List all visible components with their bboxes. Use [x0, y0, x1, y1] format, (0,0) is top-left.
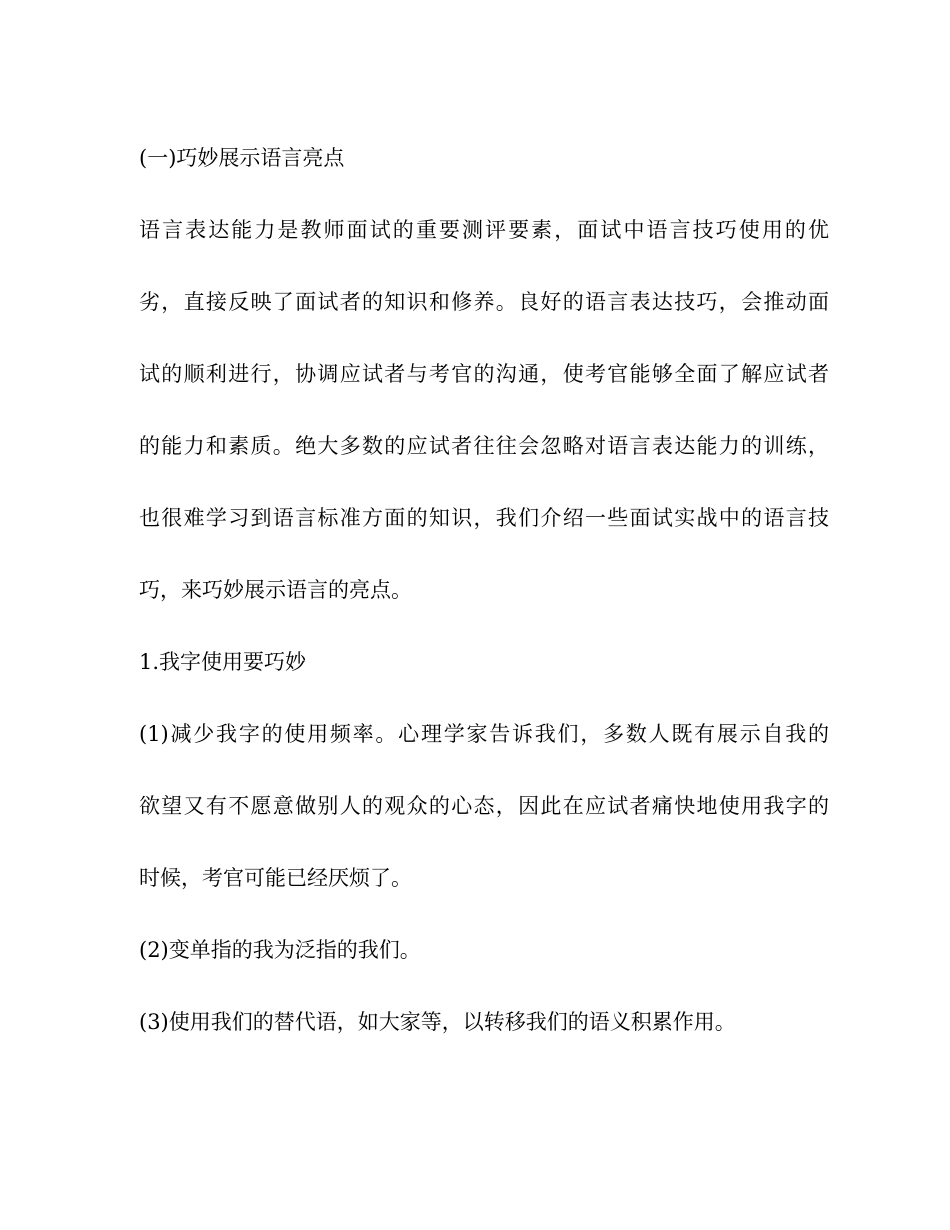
paragraph-line: 的能力和素质。绝大多数的应试者往往会忽略对语言表达能力的训练， [139, 434, 829, 458]
paragraph-line: 巧，来巧妙展示语言的亮点。 [139, 578, 412, 602]
paragraph-line: 劣，直接反映了面试者的知识和修养。良好的语言表达技巧，会推动面 [139, 290, 829, 314]
list-item-2: (2)变单指的我为泛指的我们。 [139, 938, 421, 962]
paragraph-line: 时候，考官可能已经厌烦了。 [139, 866, 412, 890]
list-item-3: (3)使用我们的替代语，如大家等，以转移我们的语义积累作用。 [139, 1010, 736, 1034]
paragraph-line: 欲望又有不愿意做别人的观众的心态，因此在应试者痛快地使用我字的 [139, 794, 829, 818]
paragraph-line: (1)减少我字的使用频率。心理学家告诉我们，多数人既有展示自我的 [139, 722, 829, 746]
paragraph-line: 语言表达能力是教师面试的重要测评要素，面试中语言技巧使用的优 [139, 218, 829, 242]
paragraph-line: 试的顺利进行，协调应试者与考官的沟通，使考官能够全面了解应试者 [139, 362, 829, 386]
paragraph-line: 也很难学习到语言标准方面的知识，我们介绍一些面试实战中的语言技 [139, 506, 829, 530]
section-heading: (一)巧妙展示语言亮点 [139, 146, 345, 170]
subheading: 1.我字使用要巧妙 [139, 650, 307, 674]
